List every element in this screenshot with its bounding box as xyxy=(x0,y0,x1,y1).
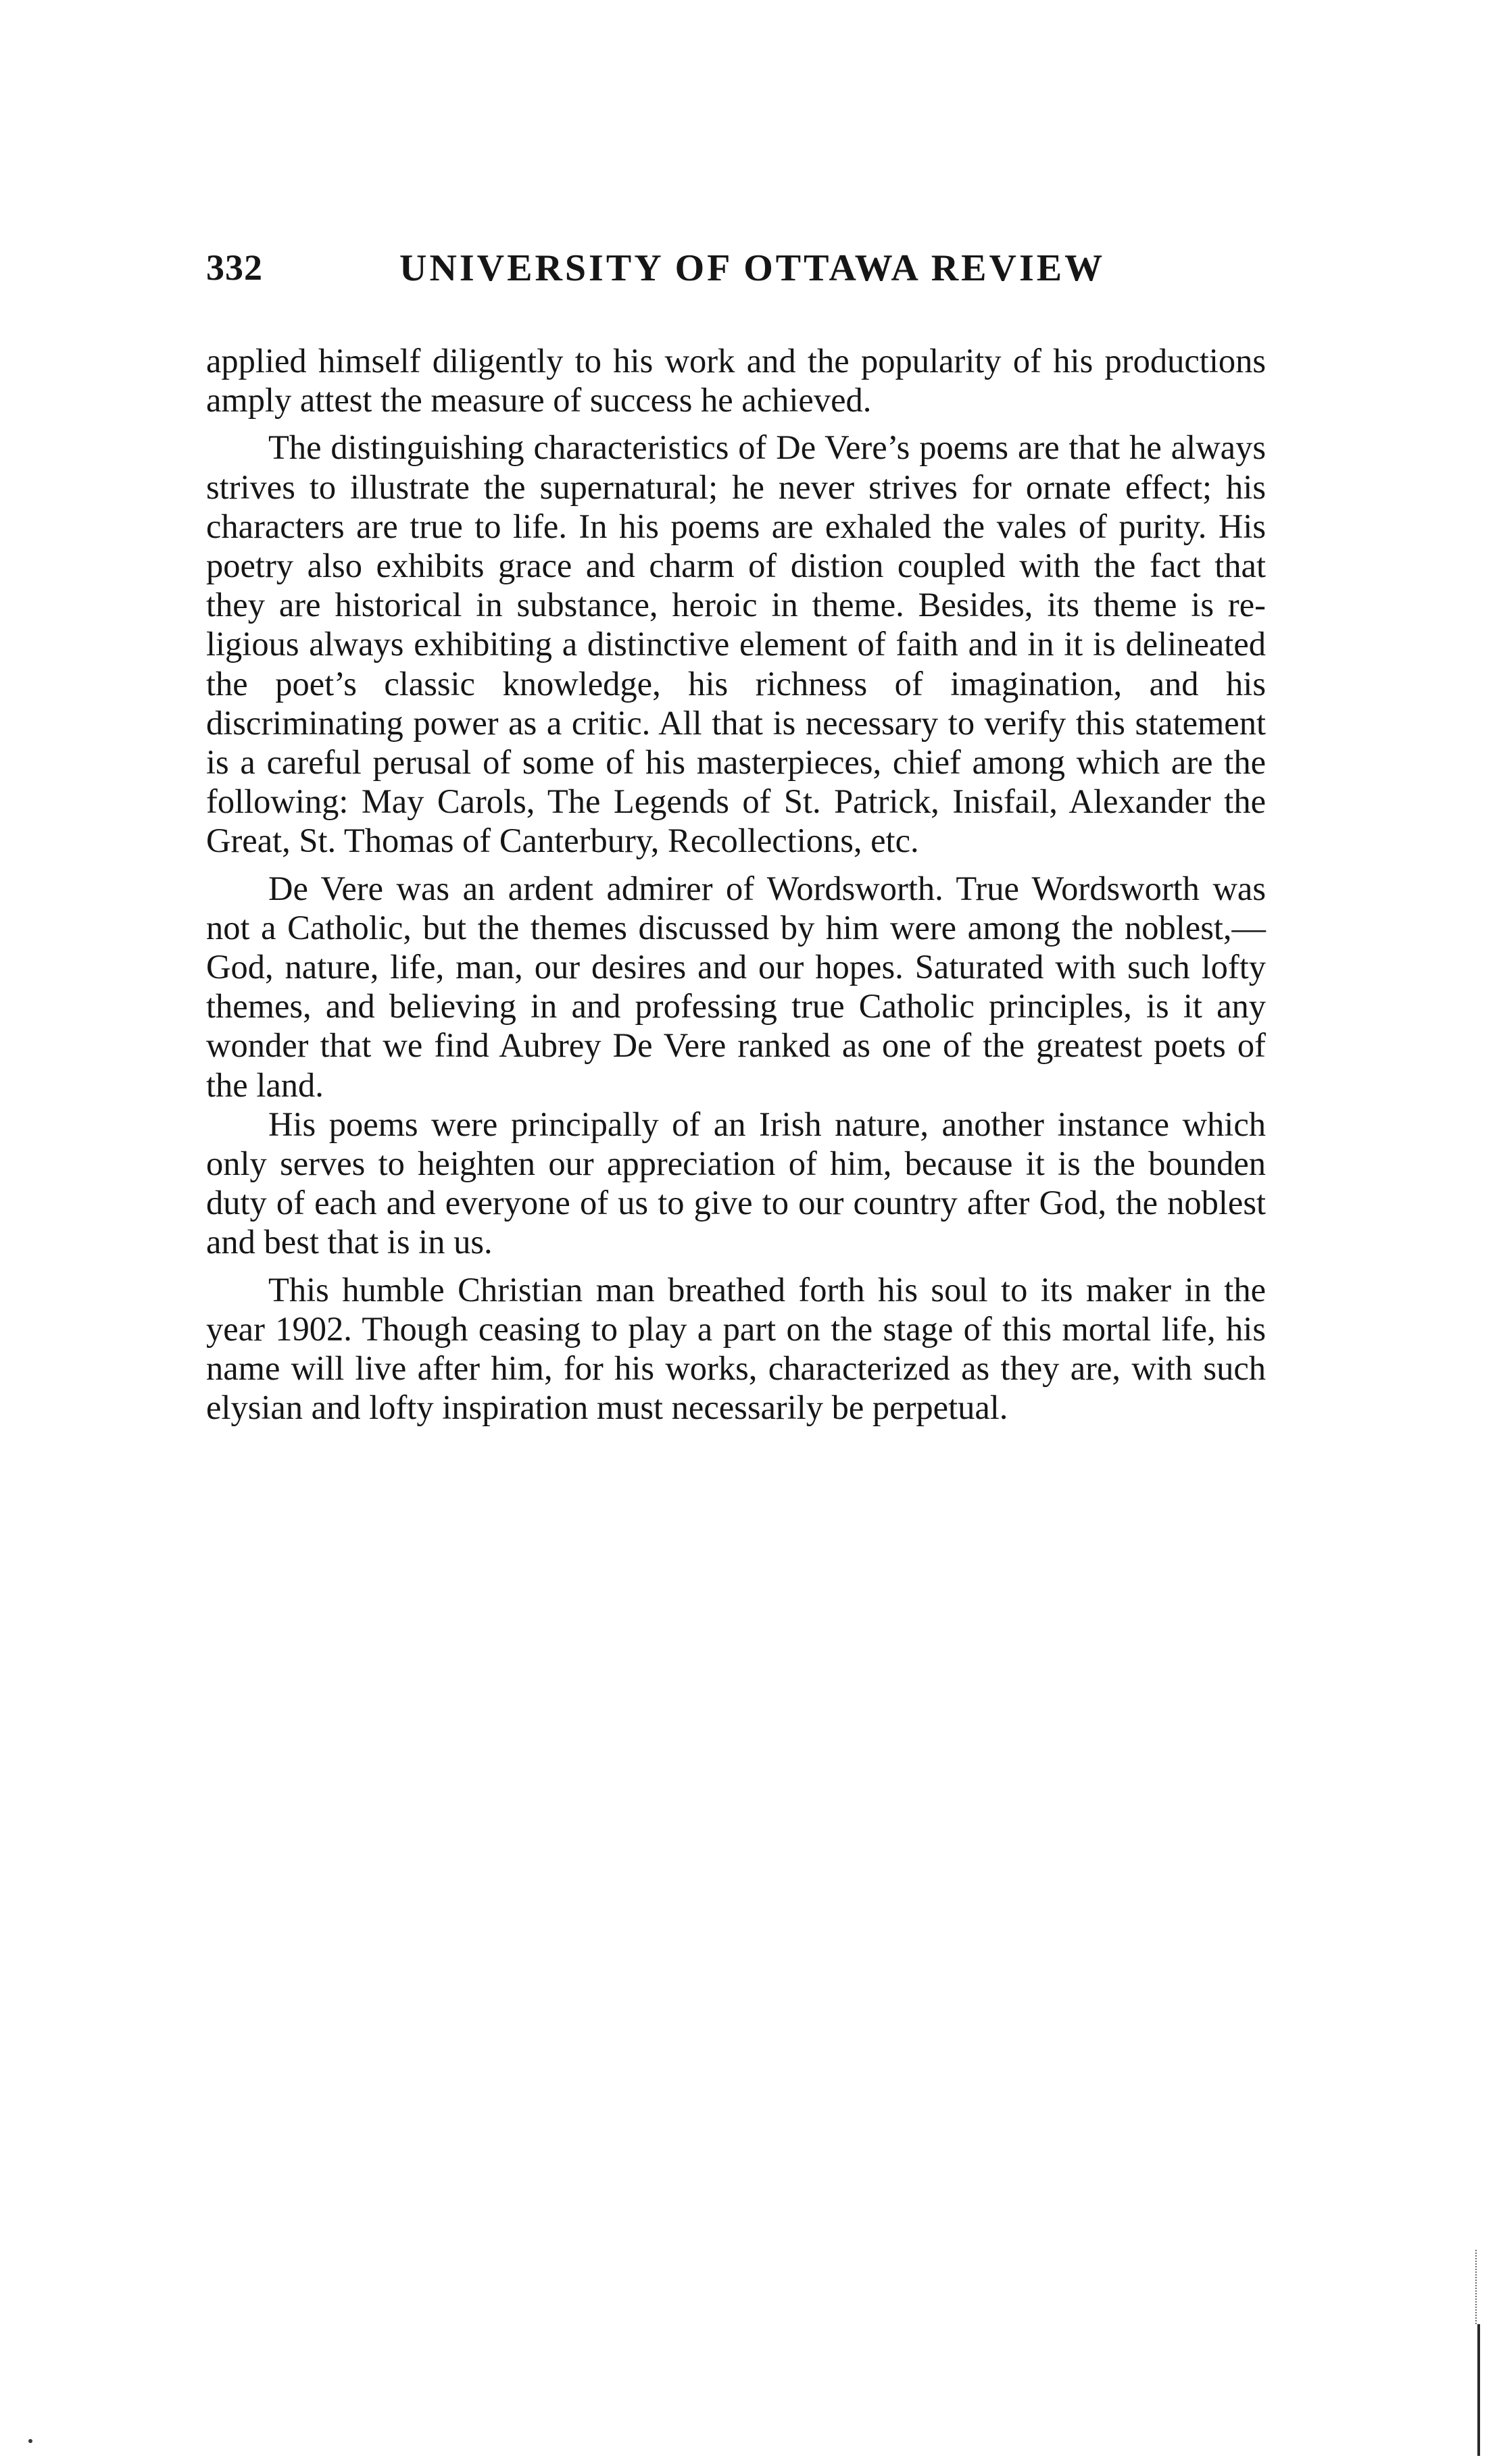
article-body xyxy=(206,341,1266,1427)
scan-margin-rule xyxy=(1477,2324,1480,2456)
paragraph-characteristics: The distinguishing characteristics of De Vere’s poems are that he always strives to illustrate the supernatural; he never strives for ornate effect; his characters are true to life. In his poems are exhaled the vales of purity. His poetry also exhibits grace and charm of distion coupled with the fact that they are historical in substance, heroic in theme. Besides, its theme is religious always exhibiting a distinctive element of faith and in it is delineated the poet’s classic knowledge, his richness of imagination, and his discriminating power as a critic. All that is necessary to verify this statement is a careful perusal of some of his masterpieces, chief among which are the following: May Carols, The Legends of St. Patrick, Inisfail, Alexander the Great, St. Thomas of Canterbury, Recollections, etc. xyxy=(206,428,1266,860)
paragraph-irish-nature: His poems were principally of an Irish nature, another instance which only serves to heighten our appreciation of him, because it is the bounden duty of each and everyone of us to give to our country after God, the noblest and best that is in us. xyxy=(206,1105,1266,1261)
scan-margin-dots xyxy=(1475,2250,1478,2324)
paragraph-conclusion: This humble Christian man breathed forth his soul to its maker in the year 1902. Though ceasing to play a part on the stage of this mortal life, his name will live after him, for his works, characterized as they are, with such elysian and lofty inspiration must necessarily be perpetual. xyxy=(206,1270,1266,1427)
page-header xyxy=(206,247,1266,294)
paragraph-continued: applied himself diligently to his work and the popularity of his productions amply attest the measure of success he achieved. xyxy=(206,342,1266,420)
paragraph-wordsworth: De Vere was an ardent admirer of Wordsworth. True Wordsworth was not a Catholic, but the themes discussed by him were among the noblest,—God, nature, life, man, our desires and our hopes. Saturated with such lofty themes, and believing in and professing true Catholic principles, is it any wonder that we find Aubrey De Vere ranked as one of the greatest poets of the land. xyxy=(206,869,1266,1104)
scan-corner-mark xyxy=(28,2439,32,2443)
running-head: UNIVERSITY OF OTTAWA REVIEW xyxy=(399,247,1106,289)
page-number: 332 xyxy=(206,247,263,288)
